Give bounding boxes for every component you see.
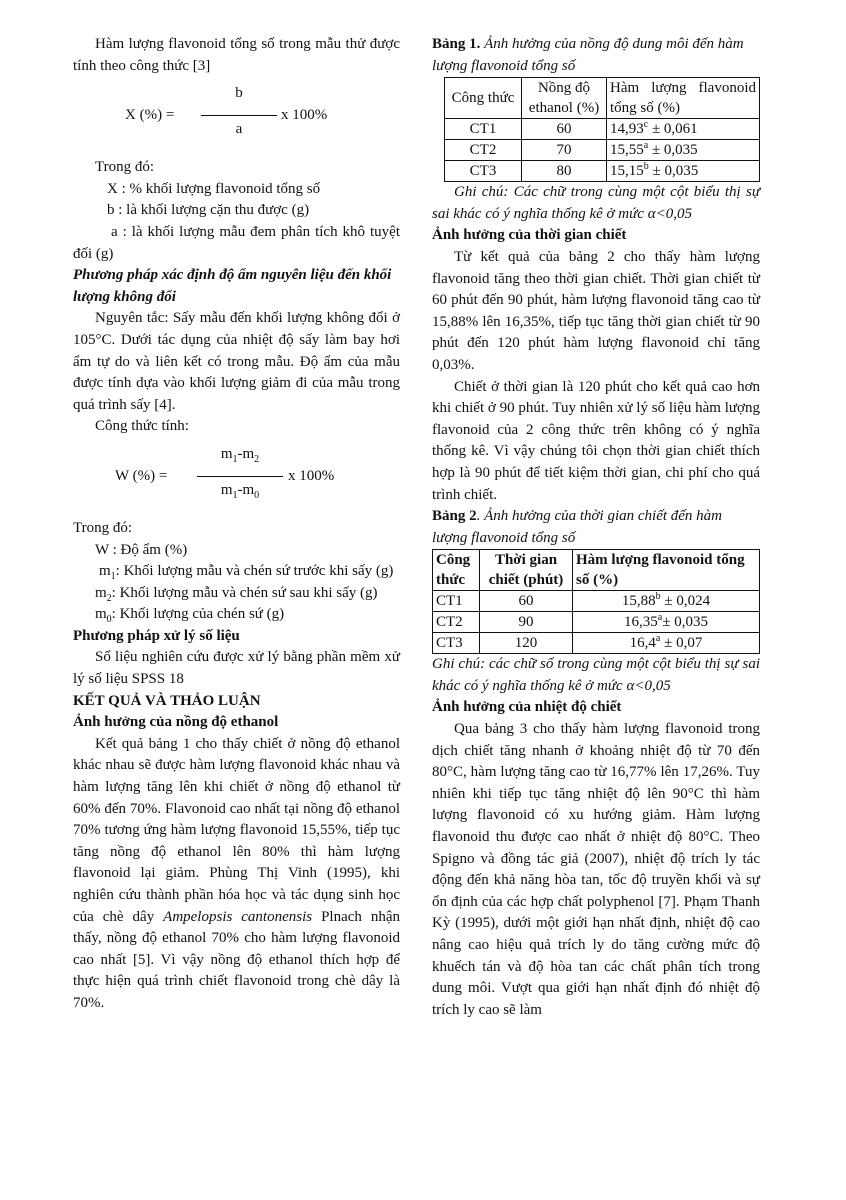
table-row [433, 591, 760, 612]
table-cell: CT3 [433, 633, 480, 654]
table-2-note: Ghi chú: các chữ số trong cùng một cột biểu thị sự sai khác có ý nghĩa thống kê ở mức α<0,05 [432, 656, 760, 694]
table-cell: 16,4$^a$ ± 0,07 [573, 633, 760, 654]
moisture-paragraph: Nguyên tắc: Sấy mẫu đến khối lượng không đổi ở 105°C. Dưới tác dụng của nhiệt độ sấy làm bay hơi ẩm tự do và liên kết có trong mẫu. Độ ẩm của mẫu được tính dựa vào khối lượng giảm đi của mẫu trong quá trình sấy [4]. [73, 310, 400, 413]
table-cell: 60 [522, 119, 607, 140]
table-header-row [433, 550, 760, 591]
table-cell: CT1 [445, 119, 522, 140]
header-cell: Hàm lượng flavonoid tổng số (%) [573, 550, 760, 591]
definition-m0: $m_0$: Khối lượng của chén sứ (g) [95, 606, 285, 626]
flavonoid-formula [73, 77, 400, 157]
table-1-note: Ghi chú: Các chữ trong cùng một cột biểu thị sự sai khác có ý nghĩa thống kê ở mức α<0,05 [432, 184, 760, 222]
table-cell: CT3 [445, 161, 522, 182]
formula-label: Công thức tính: [95, 418, 189, 435]
table-cell: CT2 [433, 612, 480, 633]
header-cell: Nồng độ ethanol (%) [522, 78, 607, 119]
statistics-paragraph: Số liệu nghiên cứu được xử lý bằng phần mềm xử lý số liệu SPSS 18 [73, 649, 400, 688]
definition-w: W : Độ ẩm (%) [95, 541, 188, 558]
table-row [445, 119, 760, 140]
section-heading-temperature: Ảnh hưởng của nhiệt độ chiết [432, 699, 622, 716]
table-1-caption: Bảng 1. Ảnh hưởng của nồng độ dung môi đến hàm lượng flavonoid tổng số [432, 36, 744, 74]
section-heading-results: KẾT QUẢ VÀ THẢO LUẬN [73, 692, 261, 709]
definition-x: X : % khối lượng flavonoid tổng số [107, 180, 321, 197]
table-1 [444, 77, 760, 182]
section-heading-time: Ảnh hưởng của thời gian chiết [432, 227, 627, 244]
header-cell: Thời gian chiết (phút) [480, 550, 573, 591]
table-cell: 15,88$^b$ ± 0,024 [573, 591, 760, 612]
table-cell: 60 [480, 591, 573, 612]
section-heading-ethanol: Ảnh hưởng của nồng độ ethanol [73, 714, 279, 731]
table-cell: 15,55$^a$ ± 0,035 [607, 140, 760, 161]
table-2-caption: Bảng 2. Ảnh hưởng của thời gian chiết đến hàm lượng flavonoid tổng số [432, 508, 723, 546]
section-heading-moisture: Phương pháp xác định độ ẩm nguyên liệu đến khối lượng không đổi [73, 267, 392, 305]
fraction-bar [197, 476, 283, 477]
flavonoid-formula-intro: Hàm lượng flavonoid tổng số trong mẫu thử được tính theo công thức [3] [73, 36, 400, 74]
definition-a: a : là khối lượng mẫu đem phân tích khô tuyệt đối (g) [73, 223, 400, 262]
table-cell: 70 [522, 140, 607, 161]
formula-denominator: $m_1-m_0$ [220, 481, 260, 501]
header-cell: Công thức [445, 78, 522, 119]
fraction-bar [201, 115, 277, 116]
table-cell: 16,35$^a$± 0,035 [573, 612, 760, 633]
table-cell: 14,93$^c$ ± 0,061 [607, 119, 760, 140]
formula-numerator: b [235, 85, 243, 102]
definition-m1: $m_1$: Khối lượng mẫu và chén sứ trước khi sấy (g) [99, 563, 394, 583]
where-label: Trong đó: [95, 159, 155, 176]
table-row [445, 161, 760, 182]
section-heading-statistics: Phương pháp xử lý số liệu [73, 627, 240, 644]
table-row [433, 633, 760, 654]
moisture-formula [73, 438, 400, 518]
table-row [445, 140, 760, 161]
header-cell: Hàm lượng flavonoid tổng số (%) [607, 78, 760, 119]
table-row [433, 612, 760, 633]
table-cell: 80 [522, 161, 607, 182]
definition-b: b : là khối lượng cặn thu được (g) [107, 202, 310, 219]
formula-multiplier: x 100% [288, 467, 335, 484]
table-cell: CT1 [433, 591, 480, 612]
header-cell: Công thức [433, 550, 480, 591]
table-cell: 120 [480, 633, 573, 654]
definition-m2: $m_2$: Khối lượng mẫu và chén sứ sau khi sấy (g) [95, 584, 378, 604]
right-column [432, 34, 760, 1021]
where-label: Trong đó: [73, 519, 133, 536]
time-paragraph-2: Chiết ở thời gian là 120 phút cho kết quả cao hơn khi chiết ở 90 phút. Tuy nhiên xử lý số liệu hàm lượng flavonoid của 2 công thức trên không có ý nghĩa thống kê. Vì vậy chúng tôi chọn thời gian chiết thích hợp là 90 phút để tiết kiệm thời gian, chi phí cho quá trình chiết. [432, 378, 760, 503]
left-column [73, 34, 400, 1015]
table-cell: 15,15$^b$ ± 0,035 [607, 161, 760, 182]
table-cell: CT2 [445, 140, 522, 161]
table-2 [432, 549, 760, 654]
table-cell: 90 [480, 612, 573, 633]
time-paragraph-1: Từ kết quả của bảng 2 cho thấy hàm lượng flavonoid tăng theo thời gian chiết. Thời gian chiết từ 60 phút đến 90 phút, hàm lượng flavonoid tăng cao từ 15,88% lên 16,35%, tiếp tục tăng thời gian chiết từ 90 phút đến 120 phút hàm lượng flavonoid chỉ tăng 0,03%. [432, 248, 760, 373]
formula-lhs: W (%) = [115, 467, 168, 484]
formula-denominator: a [235, 121, 243, 138]
formula-multiplier: x 100% [281, 107, 328, 124]
ethanol-paragraph: Kết quả bảng 1 cho thấy chiết ở nồng độ ethanol khác nhau sẽ được hàm lượng flavonoid khác nhau và hàm lượng tăng lên khi chiết ở nồng độ ethanol từ 60% đến 70%. Flavonoid cao nhất tại nồng độ ethanol 70% tương ứng hàm lượng flavonoid 15,55%, tiếp tục tăng nồng độ ethanol lên 80% thì hàm lượng flavonoid lại giảm. Phùng Thị Vinh (1995), khi nghiên cứu thành phần hóa học và tác dụng sinh học của chè dây Ampelopsis cantonensis Plnach nhận thấy, nồng độ ethanol 70% cho hàm lượng flavonoid cao nhất [5]. Vì vậy nồng độ ethanol thích hợp để thực hiện quá trình chiết flavonoid trong chè dây là 70%. [73, 735, 400, 1011]
table-header-row [445, 78, 760, 119]
formula-numerator: $m_1-m_2$ [220, 445, 260, 465]
formula-lhs: X (%) = [125, 107, 175, 124]
temperature-paragraph: Qua bảng 3 cho thấy hàm lượng flavonoid trong dịch chiết tăng nhanh ở khoảng nhiệt độ từ 70 đến 80°C, hàm lượng tăng cao từ 16,77% lên 17,26%. Tuy nhiên khi tiếp tục tăng nhiệt độ lên 90°C thì hàm lượng flavonoid có xu hướng giảm. Hàm lượng flavonoid thu được cao nhất ở nhiệt độ 80°C. Theo Spigno và đồng tác giả (2007), nhiệt độ trích ly tác động đến khả năng hòa tan, tốc độ truyền khối và sự ổn định của các hợp chất polyphenol [7]. Phạm Thanh Kỳ (1995), dưới một giới hạn nhất định, nhiệt độ cao nâng cao hiệu quả trích ly do tăng cường mức độ khuếch tán và độ hòa tan các chất phân tích trong dung môi. Vượt qua giới hạn nhất định đó nhiệt độ trích ly cao sẽ làm [432, 721, 760, 1018]
